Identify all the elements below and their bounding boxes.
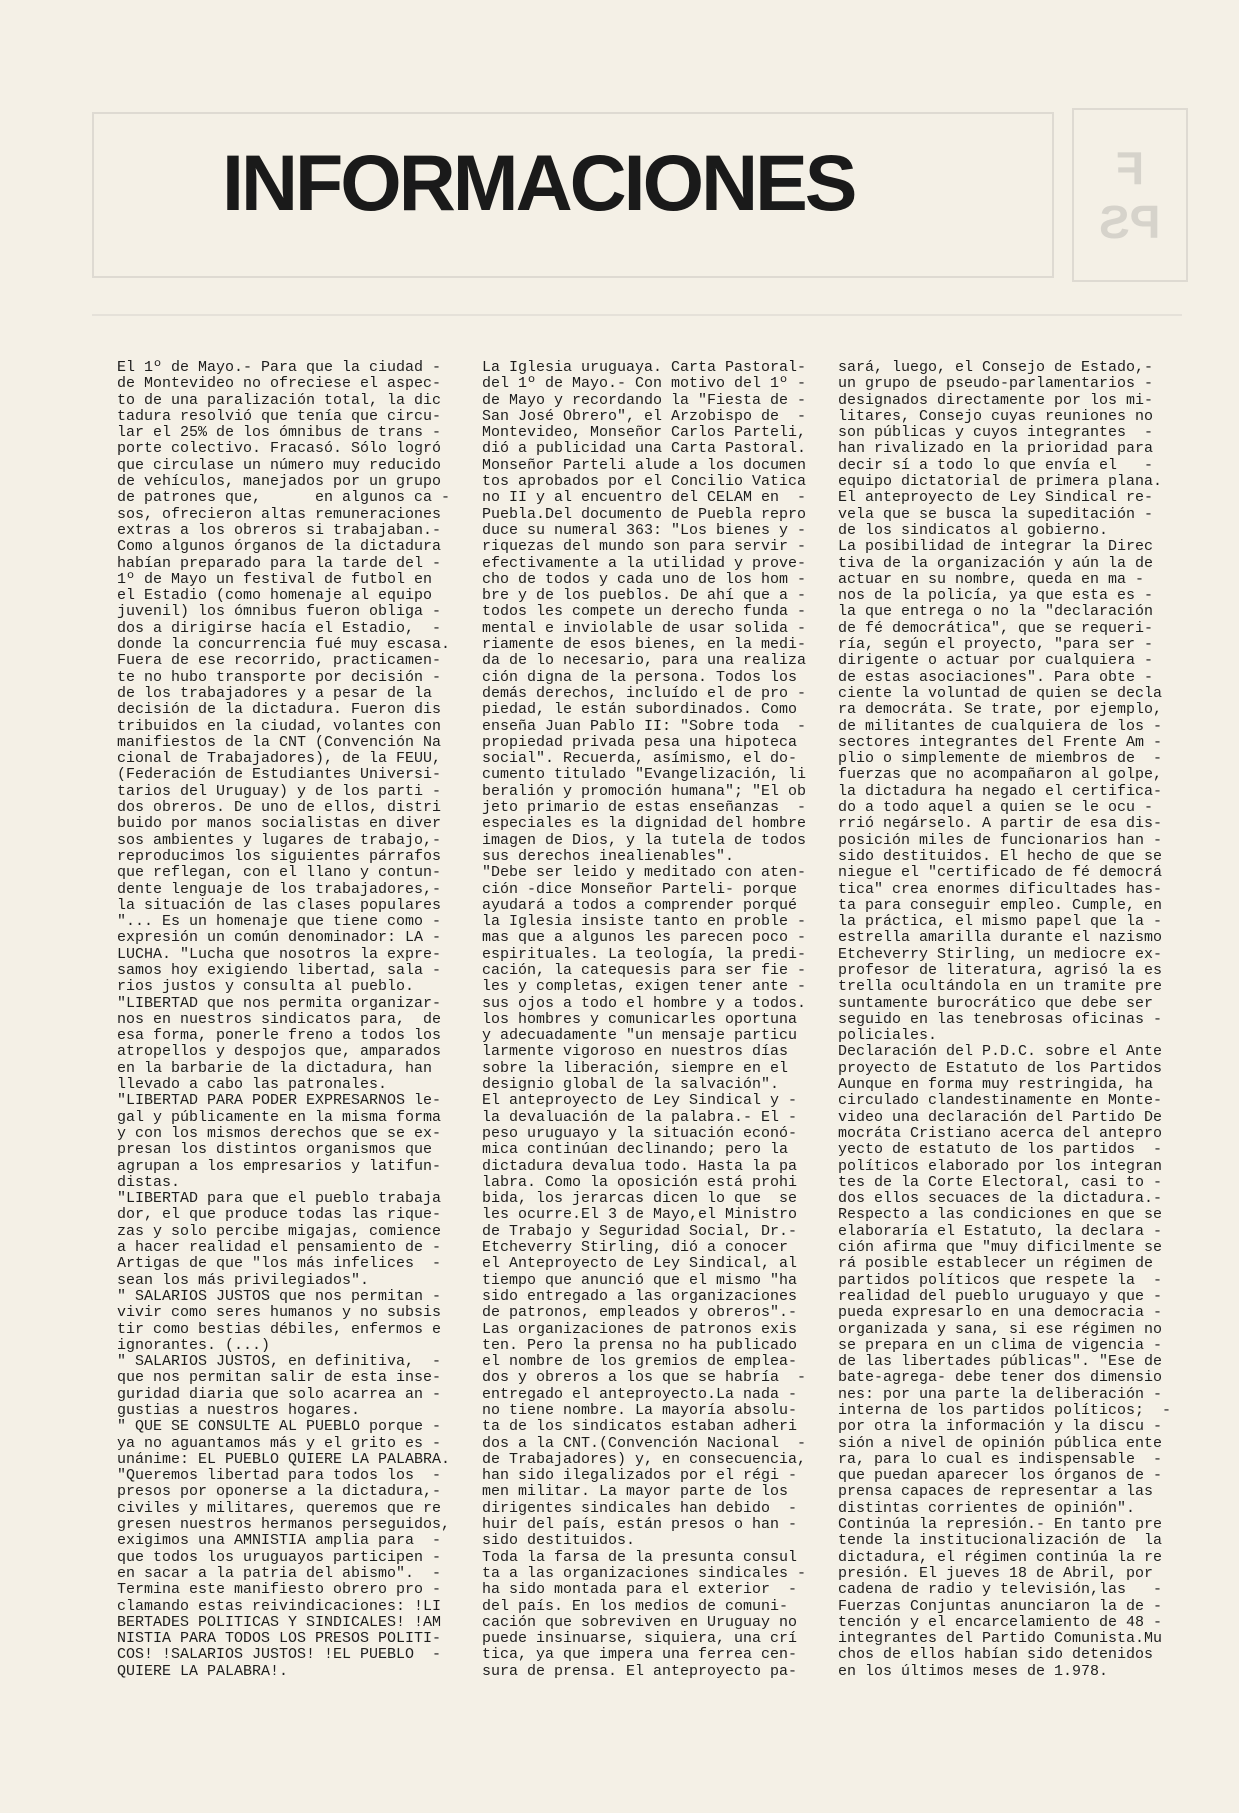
text-line: un grupo de pseudo-parlamentarios - (838, 375, 1154, 393)
text-line: yecto de estatuto de los partidos - (838, 1141, 1163, 1159)
text-line: piedad, le están subordinados. Como (482, 701, 798, 719)
text-line: sobre la liberación, siempre en el (482, 1059, 789, 1077)
text-line: decisión de la dictadura. Fueron dis (117, 701, 442, 719)
text-line: "LIBERTAD que nos permita organizar- (117, 994, 442, 1012)
text-line: mocráta Cristiano acerca del antepro (838, 1124, 1163, 1142)
text-line: la práctica, el mismo papel que la - (838, 913, 1163, 931)
text-line: de Trabajo y Seguridad Social, Dr.- (482, 1222, 798, 1240)
text-line: de los sindicatos al gobierno. (838, 521, 1109, 539)
text-line: dos a dirigirse hacía el Estadio, - (117, 619, 442, 637)
text-line: Declaración del P.D.C. sobre el Ante (838, 1043, 1163, 1061)
text-line: ayudará a todos a comprender porqué (482, 896, 798, 914)
text-line: NISTIA PARA TODOS LOS PRESOS POLITI- (117, 1630, 442, 1648)
text-line: en sacar a la patria del abismo". - (117, 1564, 442, 1582)
text-line: actuar en su nombre, queda en ma - (838, 570, 1145, 588)
text-line: que nos permitan salir de esta inse- (117, 1369, 442, 1387)
column-2 (482, 360, 806, 1680)
text-line: (Federación de Estudiantes Universi- (117, 766, 442, 784)
text-line: rrió negárselo. A partir de esa dis- (838, 815, 1163, 833)
text-line: dos y obreros a los que se habría - (482, 1369, 807, 1387)
text-line: ción digna de la persona. Todos los (482, 668, 798, 686)
text-line: Respecto a las condiciones en que se (838, 1206, 1163, 1224)
text-line: efectivamente a la utilidad y prove- (482, 554, 807, 572)
text-line: dirigentes sindicales han debido - (482, 1499, 798, 1517)
text-line: rios justos y consulta al pueblo. (117, 978, 415, 996)
text-line: agrupan a los empresarios y latifun- (117, 1157, 442, 1175)
text-line: seguido en las tenebrosas oficinas - (838, 1010, 1163, 1028)
text-line: niegue el "certificado de fé democrá (838, 864, 1163, 882)
page-title: INFORMACIONES (222, 138, 855, 227)
text-line: sión a nivel de opinión pública ente (838, 1434, 1163, 1452)
text-line: designio global de la salvación". (482, 1076, 780, 1094)
text-line: estrella amarilla durante el nazismo (838, 929, 1163, 947)
text-line: BERTADES POLITICAS Y SINDICALES! !AM (117, 1613, 442, 1631)
text-line: sará, luego, el Consejo de Estado,- (838, 359, 1154, 376)
text-line: San José Obrero", el Arzobispo de - (482, 407, 807, 425)
text-line: ha sido montada para el exterior - (482, 1581, 798, 1599)
text-line: presos por oponerse a la dictadura,- (117, 1483, 442, 1501)
text-line: prensa capaces de representar a las (838, 1483, 1154, 1501)
text-line: social". Recuerda, asímismo, el do- (482, 750, 798, 768)
text-line: pueda expresarlo en una democracia - (838, 1304, 1163, 1322)
text-line: guridad diaria que solo acarrea an - (117, 1385, 442, 1403)
text-line: ra democráta. Se trate, por ejemplo, (838, 701, 1163, 719)
text-line: extras a los obreros si trabajaban.- (117, 521, 442, 539)
text-line: La Iglesia uruguaya. Carta Pastoral- (482, 359, 807, 376)
text-line: tir como bestias débiles, enfermos e (117, 1320, 442, 1338)
text-line: tende la institucionalización de la (838, 1532, 1163, 1550)
text-line: sido entregado a las organizaciones (482, 1287, 798, 1305)
text-line: les y completas, exigen tener ante - (482, 978, 807, 996)
text-line: COS! !SALARIOS JUSTOS! !EL PUEBLO - (117, 1646, 442, 1664)
text-line: bida, los jerarcas dicen lo que se (482, 1190, 798, 1208)
text-line: interna de los partidos políticos; - (838, 1402, 1172, 1419)
text-line: exigimos una AMNISTIA amplia para - (117, 1532, 442, 1550)
text-line: riquezas del mundo son para servir - (482, 538, 807, 556)
text-line: Montevideo, Monseñor Carlos Parteli, (482, 424, 807, 442)
text-line: a hacer realidad el pensamiento de - (117, 1239, 442, 1257)
text-line: "LIBERTAD para que el pueblo trabaja (117, 1190, 442, 1208)
text-line: la devaluación de la palabra.- El - (482, 1108, 798, 1126)
text-line: tadura resolvió que tenía que circu- (117, 407, 442, 425)
column-3 (838, 360, 1171, 1680)
text-line: designados directamente por los mi- (838, 391, 1154, 409)
text-line: te no hubo transporte por decisión - (117, 668, 442, 686)
text-line: Termina este manifiesto obrero pro - (117, 1581, 442, 1599)
text-line: Etcheverry Stirling, dió a conocer (482, 1239, 789, 1257)
text-line: de Mayo y recordando la "Fiesta de - (482, 391, 807, 409)
text-line: de patrones que, en algunos ca - (117, 489, 451, 507)
text-line: ta de los sindicatos estaban adheri (482, 1418, 798, 1436)
text-line: imagen de Dios, y la tutela de todos (482, 831, 807, 849)
text-line: mas que a algunos les parecen poco - (482, 929, 807, 947)
text-line: puede insinuarse, siquiera, una crí (482, 1630, 798, 1648)
text-line: tarios del Uruguay) y de los parti - (117, 782, 442, 800)
text-line: propiedad privada pesa una hipoteca (482, 733, 798, 751)
text-line: 1º de Mayo un festival de futbol en (117, 570, 433, 588)
text-line: dictadura devalua todo. Hasta la pa (482, 1157, 798, 1175)
text-line: El anteproyecto de Ley Sindical re- (838, 489, 1154, 507)
text-line: chos de ellos habían sido detenidos (838, 1646, 1154, 1664)
text-line: habían preparado para la tarde del - (117, 554, 442, 572)
text-line: políticos elaborado por los integran (838, 1157, 1163, 1175)
text-line: les ocurre.El 3 de Mayo,el Ministro (482, 1206, 798, 1224)
text-line: unánime: EL PUEBLO QUIERE LA PALABRA. (117, 1450, 451, 1468)
text-line: todos les compete un derecho funda - (482, 603, 807, 621)
logo-mark: F (1115, 142, 1145, 194)
text-line: lar el 25% de los ómnibus de trans - (117, 424, 442, 442)
text-line: de los trabajadores y a pesar de la (117, 684, 433, 702)
text-line: en la barbarie de la dictadura, han (117, 1059, 433, 1077)
text-line: to de una paralización total, la dic (117, 391, 442, 409)
text-line: que circulase un número muy reducido (117, 456, 442, 474)
text-line: presan los distintos organismos que (117, 1141, 433, 1159)
text-line: que todos los uruguayos participen - (117, 1548, 442, 1566)
text-line: Las organizaciones de patronos exis (482, 1320, 798, 1338)
text-line: equipo dictatorial de primera plana. (838, 473, 1163, 491)
text-line: Aunque en forma muy restringida, ha (838, 1076, 1154, 1094)
text-line: samos hoy exigiendo libertad, sala - (117, 961, 442, 979)
text-line: ción afirma que "muy dificilmente se (838, 1239, 1163, 1257)
text-line: la situación de las clases populares (117, 896, 442, 914)
text-line: decir sí a todo lo que envía el - (838, 456, 1154, 474)
text-line: mica continúan declinando; pero la (482, 1141, 789, 1159)
text-line: buido por manos socialistas en diver (117, 815, 442, 833)
text-line: el Anteproyecto de Ley Sindical, al (482, 1255, 798, 1273)
text-line: litares, Consejo cuyas reuniones no (838, 407, 1154, 425)
text-line: dor, el que produce todas las rique- (117, 1206, 442, 1224)
text-line: vivir como seres humanos y no subsis (117, 1304, 442, 1322)
text-line: Puebla.Del documento de Puebla repro (482, 505, 807, 523)
text-line: vela que se busca la supeditación - (838, 505, 1154, 523)
text-line: plio o simplemente de miembros de - (838, 750, 1163, 768)
text-line: ignorantes. (...) (117, 1336, 271, 1354)
text-line: realidad del pueblo uruguayo y que - (838, 1287, 1163, 1305)
text-line: "Queremos libertad para todos los - (117, 1467, 442, 1485)
text-line: dirigente o actuar por cualquiera - (838, 652, 1154, 670)
text-line: los hombres y comunicarles oportuna (482, 1010, 798, 1028)
text-line: duce su numeral 363: "Los bienes y - (482, 521, 807, 539)
text-line: dos a la CNT.(Convención Nacional - (482, 1434, 807, 1452)
text-line: LUCHA. "Lucha que nosotros la expre- (117, 945, 442, 963)
text-line: donde la concurrencia fué muy escasa. (117, 636, 451, 654)
text-line: dos ellos secuaces de la dictadura.- (838, 1190, 1163, 1208)
text-line: Como algunos órganos de la dictadura (117, 538, 442, 556)
text-line: no tiene nombre. La mayoría absolu- (482, 1402, 798, 1419)
text-line: dictadura, el régimen continúa la re (838, 1548, 1163, 1566)
text-line: ten. Pero la prensa no ha publicado (482, 1336, 798, 1354)
text-line: Fuerzas Conjuntas anunciaron la de - (838, 1597, 1163, 1615)
text-line: se prepara en un clima de vigencia - (838, 1336, 1163, 1354)
text-line: sura de prensa. El anteproyecto pa- (482, 1662, 798, 1680)
text-line: beralión y promoción humana"; "El ob (482, 782, 807, 800)
text-line: ciente la voluntad de quien se decla (838, 684, 1163, 702)
text-line: demás derechos, incluído el de pro - (482, 684, 807, 702)
text-line: distintas corrientes de opinión". (838, 1499, 1136, 1517)
text-line: fuerzas que no acompañaron al golpe, (838, 766, 1163, 784)
text-line: han sido ilegalizados por el régi - (482, 1467, 798, 1485)
text-line: de militantes de cualquiera de los - (838, 717, 1163, 735)
text-line: ción -dice Monseñor Parteli- porque (482, 880, 798, 898)
text-line: son públicas y cuyos integrantes - (838, 424, 1154, 442)
text-line: tribuidos en la ciudad, volantes con (117, 717, 442, 735)
text-line: tica, ya que impera una ferrea cen- (482, 1646, 798, 1664)
text-line: tos aprobados por el Concilio Vatica (482, 473, 807, 491)
text-line: expresión un común denominador: LA - (117, 929, 442, 947)
text-line: el nombre de los gremios de emplea- (482, 1353, 798, 1371)
text-line: la que entrega o no la "declaración (838, 603, 1154, 621)
text-line: la dictadura ha negado el certifica- (838, 782, 1163, 800)
masthead-rule (92, 314, 1182, 316)
text-line: partidos políticos que respete la - (838, 1271, 1163, 1289)
text-line: presión. El jueves 18 de Abril, por (838, 1564, 1154, 1582)
text-line: gresen nuestros hermanos perseguidos, (117, 1516, 451, 1534)
text-line: proyecto de Estatuto de los Partidos (838, 1059, 1163, 1077)
logo-mark-ps: PS (1099, 196, 1161, 248)
text-line: do a todo aquel a quien se le ocu - (838, 799, 1154, 817)
text-line: ta a las organizaciones sindicales - (482, 1564, 807, 1582)
text-line: de patronos, empleados y obreros".- (482, 1304, 798, 1322)
text-line: ta para conseguir empleo. Cumple, en (838, 896, 1163, 914)
column-1 (117, 360, 450, 1680)
text-line: cación, la catequesis para ser fie - (482, 961, 807, 979)
text-line: El 1º de Mayo.- Para que la ciudad - (117, 359, 442, 376)
text-line: dente lenguaje de los trabajadores,- (117, 880, 442, 898)
text-line: y adecuadamente "un mensaje particu (482, 1027, 798, 1045)
text-line: distas. (117, 1173, 181, 1191)
text-line: sean los más privilegiados". (117, 1271, 370, 1289)
text-line: El anteproyecto de Ley Sindical y - (482, 1092, 798, 1110)
text-line: video una declaración del Partido De (838, 1108, 1163, 1126)
text-line: juvenil) los ómnibus fueron obliga - (117, 603, 442, 621)
text-line: Fuera de ese recorrido, practicamen- (117, 652, 442, 670)
text-line: porte colectivo. Fracasó. Sólo logró (117, 440, 442, 458)
text-line: reproducimos los siguientes párrafos (117, 847, 442, 865)
text-line: cadena de radio y televisión,las - (838, 1581, 1163, 1599)
text-line: la Iglesia insiste tanto en proble - (482, 913, 807, 931)
text-line: del país. En los medios de comuni- (482, 1597, 789, 1615)
text-line: circulado clandestinamente en Monte- (838, 1092, 1163, 1110)
text-line: Etcheverry Stirling, un mediocre ex- (838, 945, 1163, 963)
text-line: La posibilidad de integrar la Direc (838, 538, 1154, 556)
text-line: sectores integrantes del Frente Am - (838, 733, 1163, 751)
text-line: Toda la farsa de la presunta consul (482, 1548, 798, 1566)
text-line: del 1º de Mayo.- Con motivo del 1º - (482, 375, 807, 393)
text-line: que reflegan, con el llano y contun- (117, 864, 442, 882)
text-line: suntamente burocrático que debe ser (838, 994, 1154, 1012)
text-line: de vehículos, manejados por un grupo (117, 473, 442, 491)
text-line: tica" crea enormes dificultades has- (838, 880, 1163, 898)
text-line: de fé democrática", que se requeri- (838, 619, 1154, 637)
text-line: huir del país, están presos o han - (482, 1516, 798, 1534)
text-line: sido destituidos. (482, 1532, 636, 1550)
text-line: organizada y sana, si ese régimen no (838, 1320, 1163, 1338)
text-line: elaboraría el Estatuto, la declara - (838, 1222, 1163, 1240)
text-line: sido destituidos. El hecho de que se (838, 847, 1163, 865)
text-line: " SALARIOS JUSTOS, en definitiva, - (117, 1353, 442, 1371)
text-line: posición miles de funcionarios han - (838, 831, 1163, 849)
text-line: larmente vigoroso en nuestros días (482, 1043, 789, 1061)
text-line: policiales. (838, 1027, 938, 1045)
text-line: tes de la Corte Electoral, casi to - (838, 1173, 1163, 1191)
text-line: profesor de literatura, agrisó la es (838, 961, 1163, 979)
text-line: que puedan aparecer los órganos de - (838, 1467, 1163, 1485)
text-line: peso uruguayo y la situación econó- (482, 1124, 798, 1142)
text-line: bre y de los pueblos. De ahí que a - (482, 587, 807, 605)
text-line: espirituales. La teología, la predi- (482, 945, 807, 963)
text-line: rá posible establecer un régimen de (838, 1255, 1154, 1273)
text-line: trella ocultándola en un tramite pre (838, 978, 1163, 996)
text-line: riamente de esos bienes, en la medi- (482, 636, 807, 654)
text-line: ya no aguantamos más y el grito es - (117, 1434, 442, 1452)
text-line: cional de Trabajadores), de la FEUU, (117, 750, 442, 768)
text-line: sos, ofrecieron altas remuneraciones (117, 505, 442, 523)
text-line: ría, según el proyecto, "para ser - (838, 636, 1154, 654)
text-line: el Estadio (como homenaje al equipo (117, 587, 433, 605)
text-line: bate-agrega- debe tener dos dimensio (838, 1369, 1163, 1387)
text-line: nes: por una parte la deliberación - (838, 1385, 1163, 1403)
text-line: esa forma, ponerle freno a todos los (117, 1027, 442, 1045)
text-line: tiva de la organización y aún la de (838, 554, 1154, 572)
text-line: Continúa la represión.- En tanto pre (838, 1516, 1163, 1534)
text-line: sus derechos inealienables". (482, 847, 735, 865)
text-line: tiempo que anunció que el mismo "ha (482, 1271, 798, 1289)
text-line: da de lo necesario, para una realiza (482, 652, 807, 670)
text-line: "LIBERTAD PARA PODER EXPRESARNOS le- (117, 1092, 442, 1110)
text-line: labra. Como la oposición está prohi (482, 1173, 798, 1191)
text-line: manifiestos de la CNT (Convención Na (117, 733, 442, 751)
text-line: entregado el anteproyecto.La nada - (482, 1385, 798, 1403)
text-line: sus ojos a todo el hombre y a todos. (482, 994, 807, 1012)
text-line: civiles y militares, queremos que re (117, 1499, 442, 1517)
text-line: mental e inviolable de usar solida - (482, 619, 807, 637)
text-line: " QUE SE CONSULTE AL PUEBLO porque - (117, 1418, 442, 1436)
text-line: dos obreros. De uno de ellos, distri (117, 799, 442, 817)
text-line: tención y el encarcelamiento de 48 - (838, 1613, 1163, 1631)
text-line: Monseñor Parteli alude a los documen (482, 456, 807, 474)
text-line: no II y al encuentro del CELAM en - (482, 489, 807, 507)
text-line: de estas asociaciones". Para obte - (838, 668, 1154, 686)
text-line: llevado a cabo las patronales. (117, 1076, 388, 1094)
party-logo (1072, 108, 1188, 282)
text-line: por otra la información y la discu - (838, 1418, 1163, 1436)
text-line: " SALARIOS JUSTOS que nos permitan - (117, 1287, 442, 1305)
text-line: zas y solo percibe migajas, comience (117, 1222, 442, 1240)
text-line: QUIERE LA PALABRA!. (117, 1662, 289, 1680)
text-line: nos de la policía, ya que esta es - (838, 587, 1154, 605)
text-line: de las libertades públicas". "Ese de (838, 1353, 1163, 1371)
text-line: nos en nuestros sindicatos para, de (117, 1010, 442, 1028)
text-line: dió a publicidad una Carta Pastoral. (482, 440, 807, 458)
text-line: integrantes del Partido Comunista.Mu (838, 1630, 1163, 1648)
text-line: gal y públicamente en la misma forma (117, 1108, 442, 1126)
text-line: "Debe ser leido y meditado con aten- (482, 864, 807, 882)
text-line: atropellos y despojos que, amparados (117, 1043, 442, 1061)
text-line: jeto primario de estas enseñanzas - (482, 799, 807, 817)
text-line: cumento titulado "Evangelización, li (482, 766, 807, 784)
text-line: ra, para lo cual es indispensable - (838, 1450, 1163, 1468)
text-line: men militar. La mayor parte de los (482, 1483, 789, 1501)
text-line: especiales es la dignidad del hombre (482, 815, 807, 833)
text-line: "... Es un homenaje que tiene como - (117, 913, 442, 931)
text-line: cho de todos y cada uno de los hom - (482, 570, 807, 588)
text-line: en los últimos meses de 1.978. (838, 1662, 1109, 1680)
text-line: de Montevideo no ofreciese el aspec- (117, 375, 442, 393)
text-line: y con los mismos derechos que se ex- (117, 1124, 442, 1142)
text-line: enseña Juan Pablo II: "Sobre toda - (482, 717, 807, 735)
text-line: clamando estas reivindicaciones: !LI (117, 1597, 442, 1615)
text-line: sos ambientes y lugares de trabajo,- (117, 831, 442, 849)
text-line: Artigas de que "los más infelices - (117, 1255, 442, 1273)
text-line: de Trabajadores) y, en consecuencia, (482, 1450, 807, 1468)
text-line: gustias a nuestros hogares. (117, 1402, 361, 1419)
text-line: cación que sobreviven en Uruguay no (482, 1613, 798, 1631)
text-line: han rivalizado en la prioridad para (838, 440, 1154, 458)
